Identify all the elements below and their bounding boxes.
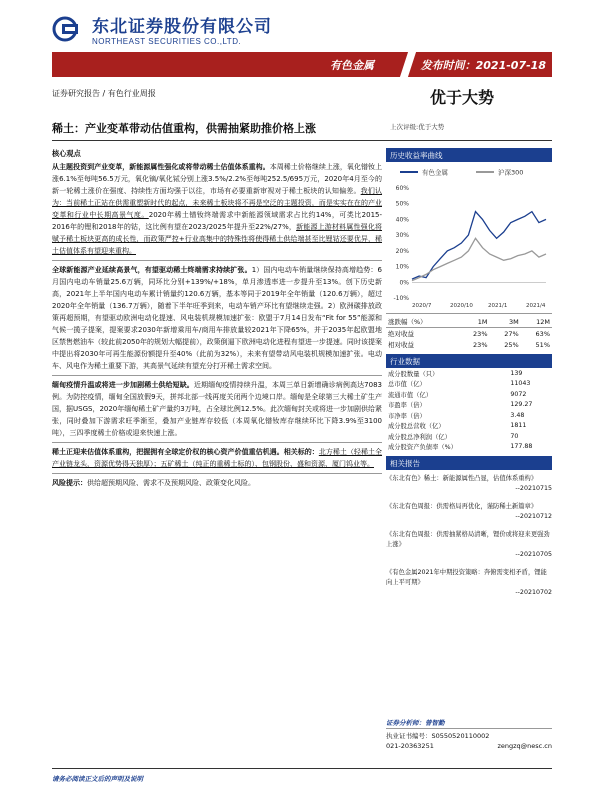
industry-key: 总市值（亿） (388, 381, 426, 389)
industry-head: 行业数据 (386, 354, 552, 368)
report-item[interactable] (386, 568, 552, 598)
perf-header: 12M (536, 317, 550, 326)
perf-value: 27% (504, 329, 519, 338)
analyst-name: 证券分析师：曾智勤 (386, 718, 552, 729)
divider (52, 260, 382, 261)
y-tick-label: 0% (399, 279, 409, 287)
industry-key: 市盈率（倍） (388, 402, 426, 410)
paragraph-2 (52, 264, 382, 372)
industry-key: 流通市值（亿） (388, 391, 433, 399)
previous-rating: 上次评级:优于大势 (390, 123, 445, 131)
rating: 优于大势 (430, 88, 495, 107)
perf-label: 绝对收益 (388, 330, 414, 338)
perf-header: 1M (477, 317, 488, 326)
chart-title: 历史收益率曲线 (386, 148, 552, 162)
divider (52, 442, 382, 443)
y-tick-label: 20% (395, 247, 409, 255)
analyst-phone: 021-20363251 (386, 742, 434, 750)
perf-value: 23% (473, 329, 488, 338)
perf-header: 3M (508, 317, 519, 326)
performance-table (386, 316, 552, 350)
perf-value: 51% (535, 340, 550, 349)
report-title: 稀土：产业变革带动估值重构，供需抽紧助推价格上涨 (52, 122, 316, 135)
perf-row (386, 328, 552, 340)
industry-key: 成分股资产负债率（%） (388, 444, 457, 452)
header-bar (52, 52, 552, 77)
x-tick-label: 2020/7 (412, 303, 432, 309)
industry-row (386, 400, 552, 411)
report-title: 《有色金属2021年中期投资策略：奔俯需变相矛盾，锂能向上平可期》 (386, 569, 547, 586)
perf-value: 25% (504, 340, 519, 349)
report-item[interactable] (386, 474, 552, 494)
industry-row (386, 389, 552, 400)
industry-row (386, 421, 552, 432)
perf-value: 23% (473, 340, 488, 349)
industry-value: 177.88 (510, 443, 533, 451)
perf-header: 涨跌幅（%） (388, 318, 427, 326)
series-line (412, 212, 546, 280)
report-title: 《东北有色》稀土：新能源属性凸显，估值体系重构》 (386, 475, 538, 482)
report-date: --20210705 (515, 551, 552, 558)
header-divider (400, 52, 416, 77)
industry-key: 市净率（倍） (388, 412, 426, 420)
industry-value: 70 (510, 432, 519, 440)
core-label: 核心观点 (52, 149, 81, 158)
industry-key: 成分股数量（只） (388, 370, 439, 378)
perf-row (386, 339, 552, 350)
p3-head: 缅甸疫情升温或将进一步加剧稀土供给短缺。 (52, 381, 194, 389)
industry-row (386, 410, 552, 421)
industry-value: 139 (510, 369, 523, 377)
sidebar (386, 148, 552, 606)
y-tick-label: 40% (395, 216, 409, 224)
x-tick-label: 2020/10 (450, 303, 473, 309)
perf-value: 63% (535, 329, 550, 338)
risk-paragraph (52, 477, 382, 489)
series-line (412, 238, 546, 280)
report-title: 《东北有色周报：供需抽紧格局清晰，锂价或将迎来更强劲上涨》 (386, 531, 550, 548)
y-tick-label: 10% (395, 263, 409, 271)
industry-value: 11043 (510, 380, 531, 388)
reports-head: 相关报告 (386, 456, 552, 470)
footer-disclaimer: 请务必阅读正文后的声明及说明 (52, 775, 143, 783)
industry-key: 成分股总营收（亿） (388, 423, 445, 431)
return-chart-svg (386, 162, 552, 314)
p1-underlined: 我们认为：当前稀土正站在供需重塑新时代的起点，未来稀土板块将不再是空泛的主题投资，而是实实在在的产业变革和行业中长期高景气度。 (52, 187, 383, 219)
report-item[interactable] (386, 530, 552, 560)
report-date: --20210715 (515, 485, 552, 492)
p2-text: 1）国内电动车销量继续保持高增趋势：6月国内电动车销量25.6万辆，同环比分别+139%/+18%，单月渗透率进一步提升至13%。创下历史新高，2021年上半年国内电动车累计销量约120.6万辆，基本等同于2019年全年销量（120.6万辆），超过2020年全年销量（136.7万辆），随着下半年旺季到来，电动车销产环比有望继续走强。2）欧洲碳排放政策再超预期，有望驱动欧洲电动化提速、风电装机规模加速扩张：欧盟于7月14日发布“Fit for 55”能源和气候一揽子提案，提案要求2030年新增乘用车/商用车排放量较2021年下降65%，并于2035年起欧盟地区禁售燃油车（较此前2050年的规划大幅提前），政策倒逼下欧洲电动化进程有望进一步提速。同时该提案中提出将2030年可再生能源份额提升至40%（此前为32%），未来有望带动风电装机规模加速扩张。电动车、风电作为稀土重要下游，其高景气延续有望充分打开稀土需求空间。 (52, 266, 382, 370)
legend-label: 有色金属 (422, 168, 448, 177)
company-name-en: NORTHEAST SECURITIES CO.,LTD. (92, 37, 242, 46)
risk-text: 供给超预期风险、需求不及预期风险、政策变化风险。 (87, 479, 255, 487)
industry-value: 129.27 (510, 401, 533, 409)
industry-row (386, 379, 552, 390)
company-logo-icon (52, 16, 86, 42)
x-tick-label: 2021/4 (526, 303, 546, 309)
paragraph-4 (52, 446, 382, 470)
company-name-cn: 东北证券股份有限公司 (92, 17, 272, 37)
paragraph-3 (52, 379, 382, 439)
p3-text: 近期缅甸疫情持续升温，本周三单日新增确诊病例高达7083例。为防控疫情，缅甸全国放假9天，拼邦北部一线再度关闭两个边境口岸。缅甸是全球第三大稀土矿生产国，据USGS，2020年缅甸稀土矿产量约3万吨，占全球比例12.5%。此次缅甸封关或将进一步加剧供给紧张，同时叠加下游需求旺季渐至，叠加产业链库存较低（本周氧化镨钕库存继续环比下降3.9%至3100吨），三四季度稀土价格或迎来快速上涨。 (52, 381, 382, 437)
industry-row (386, 431, 552, 442)
footer-divider (52, 768, 552, 769)
analyst-license: 执业证书编号：S0550520110002 (386, 732, 490, 740)
industry-key: 成分股总净利润（亿） (388, 433, 451, 441)
paragraph-1 (52, 161, 382, 257)
perf-header-row (386, 316, 552, 328)
divider (52, 375, 382, 376)
related-reports (386, 474, 552, 598)
analyst-info (386, 718, 552, 751)
p4-head: 稀土正迎来估值体系重构，把握拥有全球定价权的核心资产价值重估机遇。 (52, 448, 284, 456)
p1-text: 本周稀土价格继续上涨，氧化镨钕上涨6.1%至每吨56.5万元，氧化镝/氧化铽分别上涨3.5%/2.2%至每吨252.5/695万元，2020年4月至今的新一轮稀土涨价在强度、持续性方面均强于以往，市场有必要重新审视对于稀土板块的认知偏差。 (52, 163, 383, 195)
p1-head: 从主题投资到产业变革，新能源属性强化或将带动稀土估值体系重构。 (52, 163, 270, 171)
core-views (52, 148, 382, 489)
publish-date: 发布时间：2021-07-18 (420, 59, 546, 72)
analyst-email[interactable]: zengzq@nesc.cn (497, 742, 552, 750)
p4-text: 北方稀土（轻稀土全产业链龙头，资源优势得天独厚）；五矿稀土（纯正的重稀土标的）、包钢股份、盛和资源、厦门钨业等。 (52, 448, 383, 468)
y-tick-label: 30% (395, 232, 409, 240)
y-tick-label: -10% (393, 295, 409, 302)
industry-table (386, 368, 552, 452)
industry-row (386, 368, 552, 379)
p4-bold: 相关标的： (283, 448, 319, 456)
return-chart (386, 162, 552, 314)
industry-row (386, 442, 552, 453)
x-tick-label: 2021/1 (488, 303, 508, 309)
industry-value: 3.48 (510, 411, 525, 419)
sector-label: 有色金属 (330, 59, 374, 72)
industry-value: 1811 (510, 422, 527, 430)
analyst-contact (386, 741, 552, 751)
perf-label: 相对收益 (388, 341, 414, 349)
divider (52, 473, 382, 474)
p2-head: 全球新能源产业延续高景气，有望驱动稀土终端需求持续扩张。 (52, 266, 252, 274)
y-tick-label: 50% (395, 200, 409, 208)
p1-underlined-2: 新能源上游材料属性强化将赋予稀土板块更高的成长性，而政策严控+行业高集中的特殊性将使得稀土供给端甚至比锂钴还要优异，稀土估值体系有望迎来重构。 (52, 223, 383, 255)
y-tick-label: 60% (395, 185, 409, 192)
report-date: --20210712 (515, 513, 552, 520)
company-logo (52, 12, 272, 46)
report-date: --20210702 (515, 589, 552, 596)
report-item[interactable] (386, 502, 552, 522)
breadcrumb: 证券研究报告 / 有色行业周报 (52, 89, 156, 98)
industry-value: 9072 (510, 390, 527, 398)
p1-tail: 2020年稀土镨钕终端需求中新能源领域需求占比约14%，可类比2015-2016年的锂和2018年的钴，这比例有望在2023/2025年提升至22%/27%， (52, 211, 382, 231)
risk-label: 风险提示： (52, 479, 87, 487)
legend-label: 沪深300 (498, 168, 524, 177)
title-divider (52, 140, 552, 141)
report-title: 《东北有色周报：供需格局再优化，谨防稀土新篇章》 (386, 503, 538, 510)
